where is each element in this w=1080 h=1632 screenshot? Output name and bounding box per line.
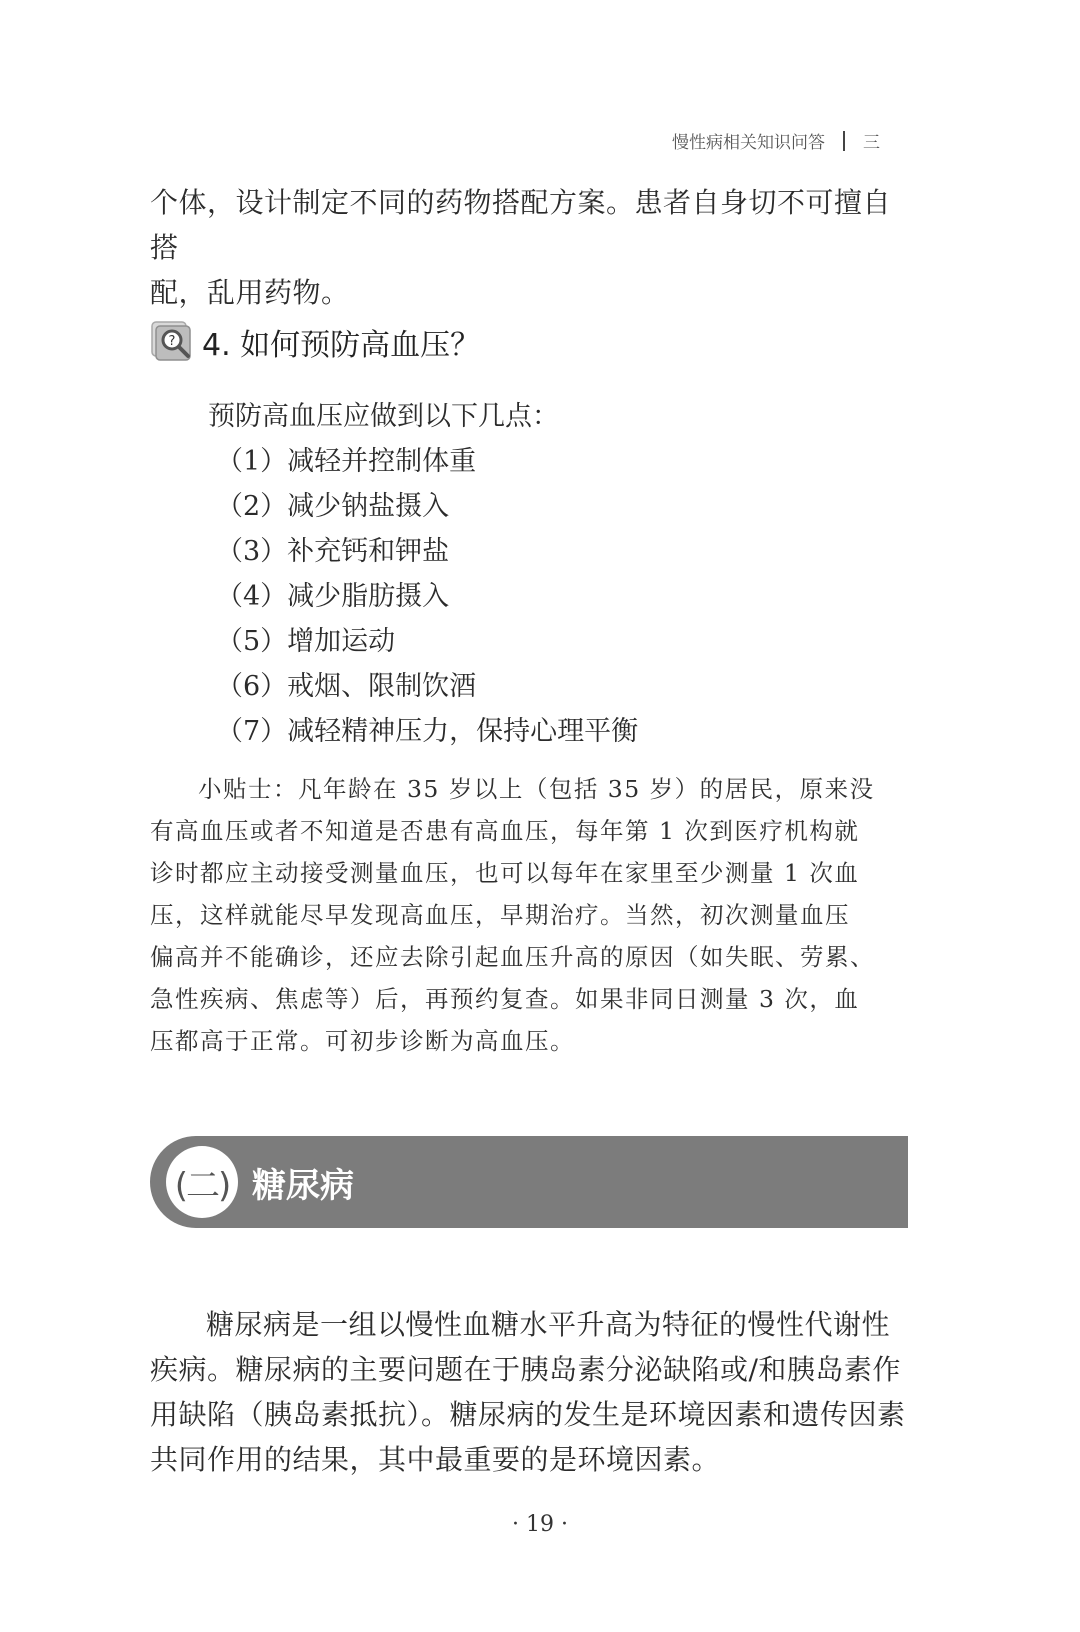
running-head-title: 慢性病相关知识问答 — [672, 133, 825, 153]
running-head — [672, 128, 880, 153]
list-item: （6）戒烟、限制饮酒 — [216, 671, 477, 702]
question-magnifier-icon — [150, 316, 198, 368]
list-item: （1）减轻并控制体重 — [216, 446, 477, 477]
page-number: · 19 · — [512, 1512, 568, 1537]
list-item: （3）补充钙和钾盐 — [216, 536, 450, 567]
paragraph-line: 疾病。糖尿病的主要问题在于胰岛素分泌缺陷或/和胰岛素作 — [150, 1353, 901, 1386]
tip-line: 压都高于正常。可初步诊断为高血压。 — [150, 1027, 575, 1055]
section-number-badge: (二) — [166, 1146, 238, 1218]
running-head-divider — [843, 131, 845, 151]
tip-line: 诊时都应主动接受测量血压，也可以每年在家里至少测量 1 次血 — [150, 859, 860, 887]
tip-box — [150, 768, 905, 1062]
prevention-intro: 预防高血压应做到以下几点： — [208, 401, 559, 432]
paragraph-line: 用缺陷（胰岛素抵抗）。糖尿病的发生是环境因素和遗传因素 — [150, 1398, 906, 1431]
diabetes-paragraph — [150, 1302, 910, 1482]
paragraph-line: 个体，设计制定不同的药物搭配方案。患者自身切不可擅自搭 — [150, 186, 892, 264]
continued-paragraph — [150, 180, 910, 315]
paragraph-line: 共同作用的结果，其中最重要的是环境因素。 — [150, 1443, 721, 1476]
list-item: （2）减少钠盐摄入 — [216, 491, 450, 522]
tip-line: 急性疾病、焦虑等）后，再预约复查。如果非同日测量 3 次，血 — [150, 985, 860, 1013]
tip-line: 压，这样就能尽早发现高血压，早期治疗。当然，初次测量血压 — [150, 901, 850, 929]
section-title: 糖尿病 — [252, 1165, 354, 1206]
prevention-list — [206, 394, 638, 754]
tip-line: 有高血压或者不知道是否患有高血压，每年第 1 次到医疗机构就 — [150, 817, 860, 845]
tip-line: 偏高并不能确诊，还应去除引起血压升高的原因（如失眠、劳累、 — [150, 943, 875, 971]
list-item: （5）增加运动 — [216, 626, 396, 657]
chapter-mark: 三 — [863, 133, 880, 153]
list-item: （7）减轻精神压力，保持心理平衡 — [216, 716, 639, 747]
question-title: 4. 如何预防高血压？ — [202, 328, 481, 363]
paragraph-line: 糖尿病是一组以慢性血糖水平升高为特征的慢性代谢性 — [206, 1308, 891, 1341]
paragraph-line: 配，乱用药物。 — [150, 276, 350, 309]
list-item: （4）减少脂肪摄入 — [216, 581, 450, 612]
svg-text:?: ? — [168, 334, 176, 349]
section-banner — [150, 1136, 908, 1228]
question-heading — [150, 316, 480, 368]
tip-line: 小贴士：凡年龄在 35 岁以上（包括 35 岁）的居民，原来没 — [198, 775, 875, 803]
